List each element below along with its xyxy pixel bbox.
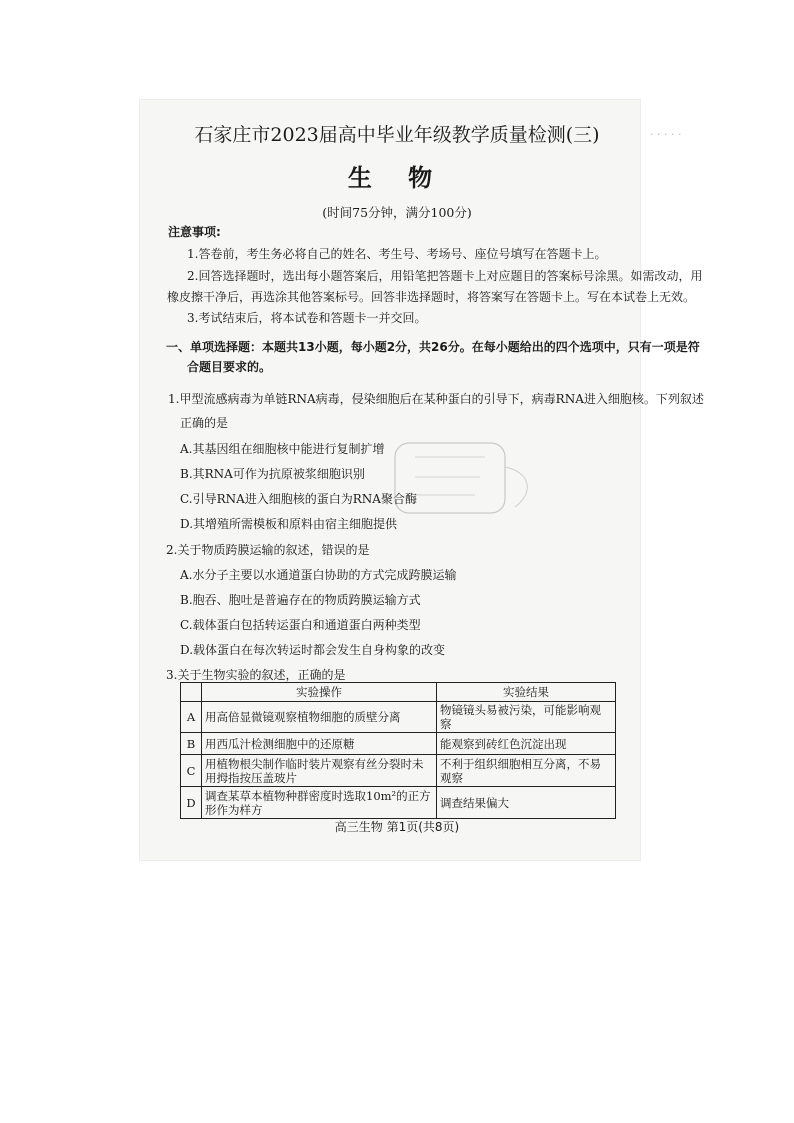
- time-info: (时间75分钟，满分100分): [322, 205, 472, 220]
- exam-title: 石家庄市2023届高中毕业年级教学质量检测(三): [194, 124, 600, 146]
- table-header-operation: 实验操作: [202, 683, 437, 702]
- q1-option-b: B.其RNA可作为抗原被浆细胞识别: [180, 467, 365, 481]
- row-label: B: [181, 733, 202, 755]
- q2-option-d: D.载体蛋白在每次转运时都会发生自身构象的改变: [180, 643, 446, 657]
- bleed-through: · · · · ·: [650, 128, 682, 141]
- row-label: D: [181, 787, 202, 819]
- table-row: [181, 755, 616, 787]
- page-footer: 高三生物 第1页(共8页): [334, 820, 460, 834]
- row-result: 调查结果偏大: [437, 787, 616, 819]
- notice-item-2-cont: 橡皮擦干净后，再选涂其他答案标号。回答非选择题时，将答案写在答题卡上。写在本试卷上无效。: [167, 290, 696, 304]
- subject-title: 生 物: [347, 163, 447, 192]
- section-heading: 一、单项选择题：本题共13小题，每小题2分，共26分。在每小题给出的四个选项中，只有一项是符: [166, 340, 700, 354]
- q2-option-c: C.载体蛋白包括转运蛋白和通道蛋白两种类型: [180, 618, 421, 632]
- q2-option-b: B.胞吞、胞吐是普遍存在的物质跨膜运输方式: [180, 593, 421, 607]
- q1-option-c: C.引导RNA进入细胞核的蛋白为RNA聚合酶: [180, 492, 417, 506]
- row-operation: 用高倍显微镜观察植物细胞的质壁分离: [202, 702, 437, 733]
- q1-option-d: D.其增殖所需模板和原料由宿主细胞提供: [180, 517, 398, 531]
- table-header-result: 实验结果: [437, 683, 616, 702]
- notice-heading: 注意事项:: [168, 225, 221, 239]
- question-3-stem: 3.关于生物实验的叙述，正确的是: [166, 668, 346, 682]
- row-operation: 用西瓜汁检测细胞中的还原糖: [202, 733, 437, 755]
- table-row: [181, 702, 616, 733]
- table-row: [181, 787, 616, 819]
- section-heading-cont: 合题目要求的。: [187, 360, 272, 374]
- q2-option-a: A.水分子主要以水通道蛋白协助的方式完成跨膜运输: [180, 568, 457, 582]
- row-operation: 用植物根尖制作临时装片观察有丝分裂时未用拇指按压盖玻片: [202, 755, 437, 787]
- experiment-table: [180, 682, 616, 819]
- question-1-stem-cont: 正确的是: [180, 416, 229, 430]
- q1-option-a: A.其基因组在细胞核中能进行复制扩增: [180, 442, 385, 456]
- notice-item-2: 2.回答选择题时，选出每小题答案后，用铅笔把答题卡上对应题目的答案标号涂黑。如需改动，用: [187, 269, 703, 283]
- row-label: A: [181, 702, 202, 733]
- row-result: 物镜镜头易被污染，可能影响观察: [437, 702, 616, 733]
- row-label: C: [181, 755, 202, 787]
- row-result: 不利于组织细胞相互分离，不易观察: [437, 755, 616, 787]
- question-1-stem: 1.甲型流感病毒为单链RNA病毒，侵染细胞后在某种蛋白的引导下，病毒RNA进入细胞核。下列叙述: [168, 392, 704, 406]
- question-2-stem: 2.关于物质跨膜运输的叙述，错误的是: [166, 543, 370, 557]
- table-header-label: [181, 683, 202, 702]
- notice-item-1: 1.答卷前，考生务必将自己的姓名、考生号、考场号、座位号填写在答题卡上。: [187, 247, 607, 261]
- row-result: 能观察到砖红色沉淀出现: [437, 733, 616, 755]
- table-header-row: [181, 683, 616, 702]
- notice-item-3: 3.考试结束后，将本试卷和答题卡一并交回。: [187, 311, 427, 325]
- row-operation: 调查某草本植物种群密度时选取10m²的正方形作为样方: [202, 787, 437, 819]
- table-row: [181, 733, 616, 755]
